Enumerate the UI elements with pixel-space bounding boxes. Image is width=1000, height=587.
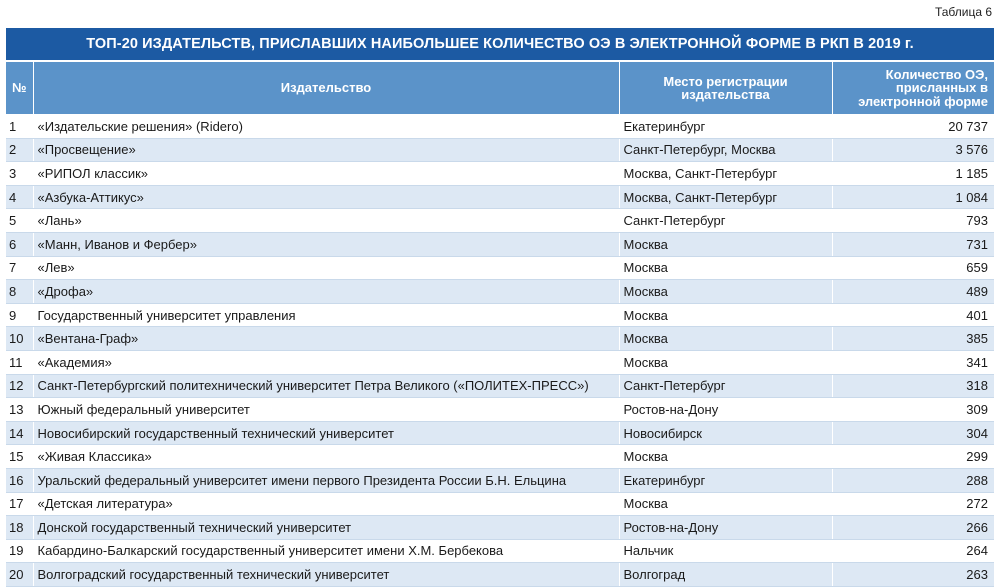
row-publisher: «Детская литература» — [33, 492, 619, 516]
table-row — [6, 232, 994, 256]
row-place: Санкт-Петербург — [619, 374, 832, 398]
row-publisher: Кабардино-Балкарский государственный университет имени Х.М. Бербекова — [33, 539, 619, 563]
row-place: Москва — [619, 492, 832, 516]
row-place: Москва — [619, 232, 832, 256]
table-row — [6, 209, 994, 233]
row-number: 20 — [6, 563, 33, 587]
row-count: 793 — [832, 209, 994, 233]
row-number: 14 — [6, 421, 33, 445]
row-publisher: Уральский федеральный университет имени первого Президента России Б.Н. Ельцина — [33, 468, 619, 492]
row-count: 263 — [832, 563, 994, 587]
table-row — [6, 516, 994, 540]
row-number: 6 — [6, 232, 33, 256]
row-number: 11 — [6, 350, 33, 374]
table-row — [6, 468, 994, 492]
row-number: 5 — [6, 209, 33, 233]
row-number: 4 — [6, 185, 33, 209]
row-publisher: Новосибирский государственный технический университет — [33, 421, 619, 445]
row-count: 20 737 — [832, 115, 994, 139]
row-place: Москва — [619, 280, 832, 304]
row-count: 1 084 — [832, 185, 994, 209]
header-num: № — [6, 62, 33, 115]
row-count: 3 576 — [832, 138, 994, 162]
row-count: 288 — [832, 468, 994, 492]
row-number: 8 — [6, 280, 33, 304]
row-count: 299 — [832, 445, 994, 469]
row-number: 9 — [6, 303, 33, 327]
table-title-text: ТОП-20 ИЗДАТЕЛЬСТВ, ПРИСЛАВШИХ НАИБОЛЬШЕЕ КОЛИЧЕСТВО ОЭ В ЭЛЕКТРОННОЙ ФОРМЕ В РКП В 2019 г. — [86, 36, 914, 52]
row-count: 489 — [832, 280, 994, 304]
header-count: Количество ОЭ, присланных в электронной форме — [832, 62, 994, 115]
row-count: 318 — [832, 374, 994, 398]
row-place: Ростов-на-Дону — [619, 398, 832, 422]
row-publisher: «Вентана-Граф» — [33, 327, 619, 351]
table-row — [6, 280, 994, 304]
table-row — [6, 492, 994, 516]
row-number: 16 — [6, 468, 33, 492]
table-row — [6, 398, 994, 422]
table-body — [6, 115, 994, 587]
row-publisher: Волгоградский государственный технический университет — [33, 563, 619, 587]
row-place: Санкт-Петербург, Москва — [619, 138, 832, 162]
row-number: 15 — [6, 445, 33, 469]
row-count: 309 — [832, 398, 994, 422]
row-publisher: «РИПОЛ классик» — [33, 162, 619, 186]
row-place: Санкт-Петербург — [619, 209, 832, 233]
row-place: Москва — [619, 350, 832, 374]
table-row — [6, 115, 994, 139]
table-row — [6, 256, 994, 280]
row-place: Екатеринбург — [619, 115, 832, 139]
row-publisher: «Азбука-Аттикус» — [33, 185, 619, 209]
row-number: 7 — [6, 256, 33, 280]
row-place: Москва, Санкт-Петербург — [619, 185, 832, 209]
table-row — [6, 374, 994, 398]
row-count: 1 185 — [832, 162, 994, 186]
row-number: 2 — [6, 138, 33, 162]
row-count: 385 — [832, 327, 994, 351]
row-publisher: «Живая Классика» — [33, 445, 619, 469]
table-row — [6, 327, 994, 351]
row-place: Москва — [619, 256, 832, 280]
header-place: Место регистрации издательства — [619, 62, 832, 115]
row-publisher: «Просвещение» — [33, 138, 619, 162]
table-row — [6, 445, 994, 469]
row-count: 264 — [832, 539, 994, 563]
table-row — [6, 162, 994, 186]
row-place: Екатеринбург — [619, 468, 832, 492]
row-place: Волгоград — [619, 563, 832, 587]
row-publisher: «Лань» — [33, 209, 619, 233]
table-title — [6, 28, 994, 60]
row-publisher: Санкт-Петербургский политехнический университет Петра Великого («ПОЛИТЕХ-ПРЕСС») — [33, 374, 619, 398]
table-row — [6, 185, 994, 209]
table-row — [6, 138, 994, 162]
row-place: Москва, Санкт-Петербург — [619, 162, 832, 186]
row-number: 19 — [6, 539, 33, 563]
row-number: 3 — [6, 162, 33, 186]
row-count: 266 — [832, 516, 994, 540]
row-number: 10 — [6, 327, 33, 351]
row-number: 1 — [6, 115, 33, 139]
row-place: Ростов-на-Дону — [619, 516, 832, 540]
row-count: 401 — [832, 303, 994, 327]
row-count: 272 — [832, 492, 994, 516]
row-place: Москва — [619, 303, 832, 327]
row-place: Москва — [619, 327, 832, 351]
row-publisher: Донской государственный технический университет — [33, 516, 619, 540]
row-place: Новосибирск — [619, 421, 832, 445]
row-place: Москва — [619, 445, 832, 469]
row-number: 12 — [6, 374, 33, 398]
table-row — [6, 350, 994, 374]
row-publisher: «Дрофа» — [33, 280, 619, 304]
row-publisher: Государственный университет управления — [33, 303, 619, 327]
table-row — [6, 421, 994, 445]
row-count: 341 — [832, 350, 994, 374]
row-publisher: «Академия» — [33, 350, 619, 374]
row-publisher: «Лев» — [33, 256, 619, 280]
row-number: 17 — [6, 492, 33, 516]
row-publisher: Южный федеральный университет — [33, 398, 619, 422]
publishers-table — [6, 62, 994, 587]
row-publisher: «Издательские решения» (Ridero) — [33, 115, 619, 139]
row-publisher: «Манн, Иванов и Фербер» — [33, 232, 619, 256]
row-number: 18 — [6, 516, 33, 540]
row-count: 304 — [832, 421, 994, 445]
row-number: 13 — [6, 398, 33, 422]
table-row — [6, 303, 994, 327]
table-header-row — [6, 62, 994, 115]
table-caption: Таблица 6 — [934, 5, 992, 19]
row-count: 659 — [832, 256, 994, 280]
table-row — [6, 539, 994, 563]
header-publisher: Издательство — [33, 62, 619, 115]
row-count: 731 — [832, 232, 994, 256]
row-place: Нальчик — [619, 539, 832, 563]
